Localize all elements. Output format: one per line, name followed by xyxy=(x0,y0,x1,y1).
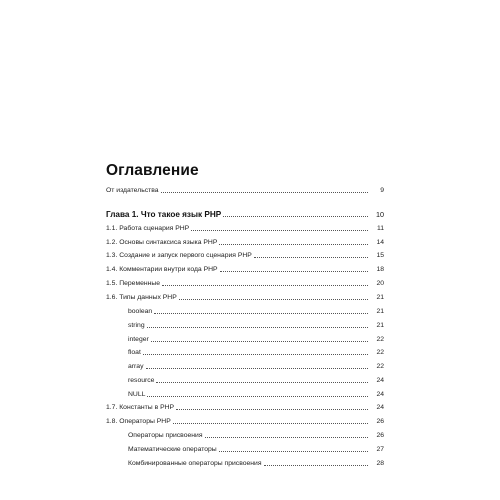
toc-entry-resource xyxy=(128,374,384,385)
toc-entry-page: 18 xyxy=(376,266,384,273)
dot-leader xyxy=(191,230,368,231)
toc-entry-label: 1.1. Работа сценария PHP xyxy=(106,225,190,232)
dot-leader xyxy=(223,216,368,217)
toc-entry-page: 24 xyxy=(376,404,384,411)
dot-leader xyxy=(219,244,368,245)
toc-entry-label: 1.8. Операторы PHP xyxy=(106,418,171,425)
toc-entry-page: 9 xyxy=(380,187,384,194)
toc-entry-boolean xyxy=(128,305,384,316)
page-title: Оглавление xyxy=(106,162,199,179)
toc-entry-chapter-1 xyxy=(106,208,384,219)
dot-leader xyxy=(176,409,368,410)
dot-leader xyxy=(161,192,368,193)
toc-entry-array xyxy=(128,360,384,371)
toc-entry-page: 22 xyxy=(376,363,384,370)
toc-entry-page: 21 xyxy=(376,308,384,315)
toc-entry-1-5 xyxy=(106,277,384,288)
toc-entry-label: NULL xyxy=(128,391,146,398)
toc-entry-1-7 xyxy=(106,401,384,412)
toc-entry-1-8 xyxy=(106,415,384,426)
toc-entry-label: От издательства xyxy=(106,187,159,194)
toc-entry-page: 24 xyxy=(376,377,384,384)
toc-entry-label: integer xyxy=(128,336,149,343)
toc-entry-page: 26 xyxy=(376,418,384,425)
toc-entry-page: 27 xyxy=(376,446,384,453)
toc-entry-page: 24 xyxy=(376,391,384,398)
toc-entry-1-2 xyxy=(106,236,384,247)
toc-entry-page: 20 xyxy=(376,280,384,287)
toc-entry-label: Комбинированные операторы присвоения xyxy=(128,460,262,467)
dot-leader xyxy=(220,271,368,272)
dot-leader xyxy=(147,396,368,397)
toc-entry-float xyxy=(128,346,384,357)
dot-leader xyxy=(156,382,368,383)
toc-entry-page: 15 xyxy=(376,252,384,259)
dot-leader xyxy=(154,313,368,314)
dot-leader xyxy=(173,423,368,424)
toc-entry-label: 1.7. Константы в PHP xyxy=(106,404,175,411)
toc-entry-label: 1.3. Создание и запуск первого сценария PHP xyxy=(106,252,252,259)
dot-leader xyxy=(143,354,368,355)
toc-entry-page: 28 xyxy=(376,460,384,467)
toc-entry-integer xyxy=(128,333,384,344)
toc-entry-1-1 xyxy=(106,222,384,233)
dot-leader xyxy=(151,341,368,342)
toc-entry-1-6 xyxy=(106,291,384,302)
dot-leader xyxy=(147,327,368,328)
toc-entry-label: array xyxy=(128,363,144,370)
toc-entry-page: 22 xyxy=(376,336,384,343)
toc-entry-math-operators xyxy=(128,443,384,454)
toc-entry-page: 21 xyxy=(376,294,384,301)
toc-entry-page: 21 xyxy=(376,322,384,329)
toc-entry-combined-assignment-operators xyxy=(128,457,384,468)
toc-entry-label: 1.5. Переменные xyxy=(106,280,161,287)
toc-entry-page: 14 xyxy=(376,239,384,246)
dot-leader xyxy=(219,451,368,452)
toc-entry-label: 1.4. Комментарии внутри кода PHP xyxy=(106,266,218,273)
toc-entry-label: float xyxy=(128,349,141,356)
toc-entry-label: Глава 1. Что такое язык PHP xyxy=(106,210,222,219)
toc-entry-label: Математические операторы xyxy=(128,446,217,453)
toc-entry-assignment-operators xyxy=(128,429,384,440)
dot-leader xyxy=(264,465,368,466)
toc-entry-publisher xyxy=(106,184,384,195)
toc-entry-label: boolean xyxy=(128,308,153,315)
toc-entry-label: Операторы присвоения xyxy=(128,432,203,439)
toc-entry-1-4 xyxy=(106,263,384,274)
toc-entry-string xyxy=(128,319,384,330)
dot-leader xyxy=(205,437,368,438)
toc-entry-page: 26 xyxy=(376,432,384,439)
toc-entry-1-3 xyxy=(106,249,384,260)
toc-entry-label: resource xyxy=(128,377,155,384)
dot-leader xyxy=(146,368,369,369)
dot-leader xyxy=(254,257,368,258)
toc-entry-label: string xyxy=(128,322,145,329)
dot-leader xyxy=(162,285,368,286)
toc-entry-page: 11 xyxy=(376,225,384,232)
toc-entry-label: 1.6. Типы данных PHP xyxy=(106,294,177,301)
toc-entry-page: 22 xyxy=(376,349,384,356)
dot-leader xyxy=(179,299,368,300)
toc-entry-page: 10 xyxy=(376,210,384,219)
toc-entry-null xyxy=(128,388,384,399)
toc-entry-label: 1.2. Основы синтаксиса языка PHP xyxy=(106,239,218,246)
